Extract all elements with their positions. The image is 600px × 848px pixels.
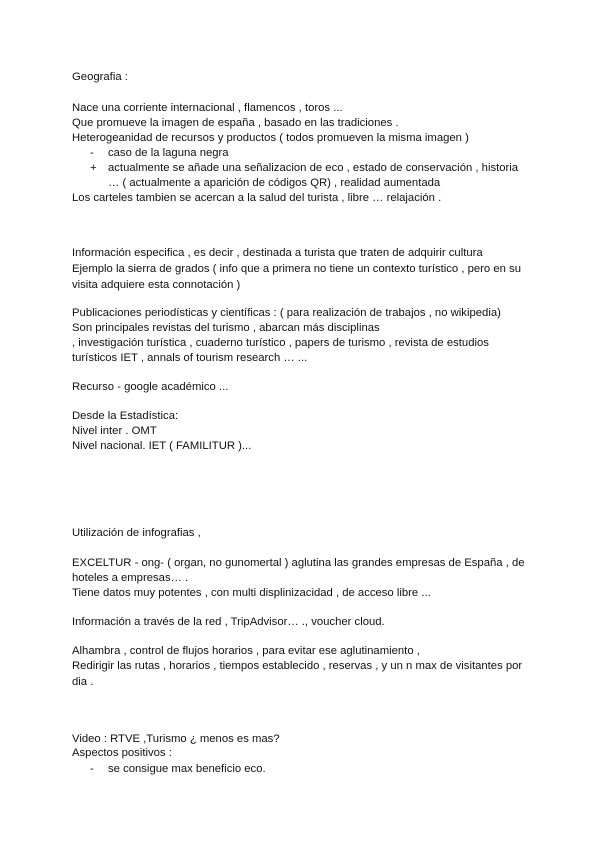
text-line: Publicaciones periodísticas y científicas : ( para realización de trabajos , no wikipedia): [72, 307, 501, 319]
heading-geografia: Geografia :: [72, 71, 128, 83]
text-line: Ejemplo la sierra de grados ( info que a primera no tiene un contexto turístico , pero en su: [72, 263, 521, 275]
list-item-continuation: … ( actualmente a aparición de códigos QR) , realidad aumentada: [108, 177, 441, 189]
text-line: dia .: [72, 676, 94, 688]
text-line: Aspectos positivos :: [72, 747, 172, 759]
text-line: turísticos IET , annals of tourism research … ...: [72, 352, 308, 364]
text-line: , investigación turística , cuaderno turístico , papers de turismo , revista de estudios: [72, 337, 489, 349]
text-line: Recurso - google académico ...: [72, 381, 229, 393]
text-line: Información especifica , es decir , destinada a turista que traten de adquirir cultura: [72, 247, 483, 259]
text-line: Alhambra , control de flujos horarios , para evitar ese aglutinamiento ,: [72, 645, 420, 657]
text-line: Desde la Estadística:: [72, 410, 179, 422]
text-line: EXCELTUR - ong- ( organ, no gunomertal ) aglutina las grandes empresas de España , de: [72, 557, 525, 569]
text-line: Nace una corriente internacional , flamencos , toros ...: [72, 102, 343, 114]
list-item: caso de la laguna negra: [108, 147, 229, 159]
text-line: Información a través de la red , TripAdvisor… ., voucher cloud.: [72, 616, 385, 628]
bullet-dash: -: [90, 763, 94, 775]
list-item: actualmente se añade una señalizacion de eco , estado de conservación , historia: [108, 162, 519, 174]
text-line: Nivel inter . OMT: [72, 425, 157, 437]
text-line: hoteles a empresas… .: [72, 572, 189, 584]
text-line: Son principales revistas del turismo , abarcan más disciplinas: [72, 322, 380, 334]
text-line: Video : RTVE ,Turismo ¿ menos es mas?: [72, 733, 280, 745]
text-line: Redirigir las rutas , horarios , tiempos establecido , reservas , y un n max de visitantes por: [72, 660, 523, 672]
text-line: Tiene datos muy potentes , con multi displinizacidad , de acceso libre ...: [72, 587, 431, 599]
bullet-plus: +: [90, 162, 97, 174]
text-line: visita adquiere esta connotación ): [72, 279, 241, 291]
list-item: se consigue max beneficio eco.: [108, 763, 266, 775]
text-line: Nivel nacional. IET ( FAMILITUR )...: [72, 440, 252, 452]
bullet-dash: -: [90, 147, 94, 159]
text-line: Heterogeanidad de recursos y productos ( todos promueven la misma imagen ): [72, 132, 469, 144]
text-line: Los carteles tambien se acercan a la salud del turista , libre … relajación .: [72, 192, 442, 204]
text-line: Que promueve la imagen de españa , basado en las tradiciones .: [72, 117, 399, 129]
text-line: Utilización de infografias ,: [72, 527, 201, 539]
